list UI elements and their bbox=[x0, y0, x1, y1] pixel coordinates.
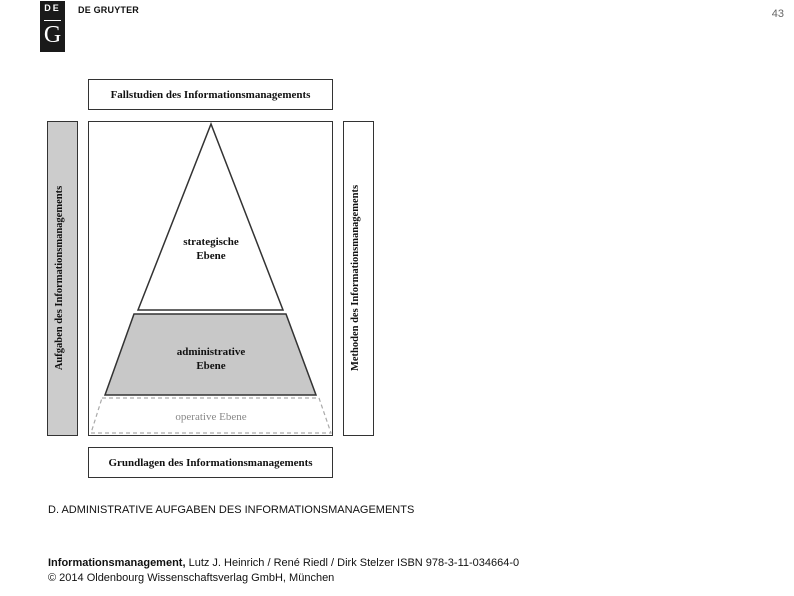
footer-authors-isbn: Lutz J. Heinrich / René Riedl / Dirk Stelzer ISBN 978-3-11-034664-0 bbox=[185, 557, 520, 569]
bottom-box-grundlagen bbox=[88, 447, 333, 478]
footer-book-title: Informationsmanagement, bbox=[48, 557, 186, 569]
footer-citation bbox=[48, 557, 519, 569]
top-box-fallstudien bbox=[88, 79, 333, 110]
strategic-label-line1: strategische bbox=[183, 236, 239, 248]
administrative-label-line1: administrative bbox=[176, 346, 246, 358]
publisher-name: DE GRUYTER bbox=[78, 5, 140, 15]
publisher-logo bbox=[40, 1, 65, 52]
administrative-label-line2: Ebene bbox=[196, 360, 226, 372]
strategic-level-triangle bbox=[138, 124, 283, 310]
strategic-label-line2: Ebene bbox=[196, 250, 226, 262]
logo-g-text: G bbox=[43, 22, 62, 48]
page-number: 43 bbox=[771, 8, 784, 20]
bottom-box-label: Grundlagen des Informationsmanagements bbox=[108, 456, 313, 469]
top-box-label: Fallstudien des Informationsmanagements bbox=[110, 88, 311, 101]
left-box-label: Aufgaben des Informationsmanagements bbox=[54, 185, 65, 371]
logo-de-text: DE bbox=[44, 3, 61, 13]
footer-copyright: © 2014 Oldenbourg Wissenschaftsverlag GmbH, München bbox=[48, 572, 335, 584]
right-box-label: Methoden des Informationsmanagements bbox=[350, 184, 361, 372]
operative-label: operative Ebene bbox=[175, 411, 247, 423]
section-heading: D. ADMINISTRATIVE AUFGABEN DES INFORMATIONSMANAGEMENTS bbox=[48, 504, 415, 516]
logo-divider bbox=[44, 20, 61, 21]
pyramid-graphic bbox=[88, 121, 333, 436]
